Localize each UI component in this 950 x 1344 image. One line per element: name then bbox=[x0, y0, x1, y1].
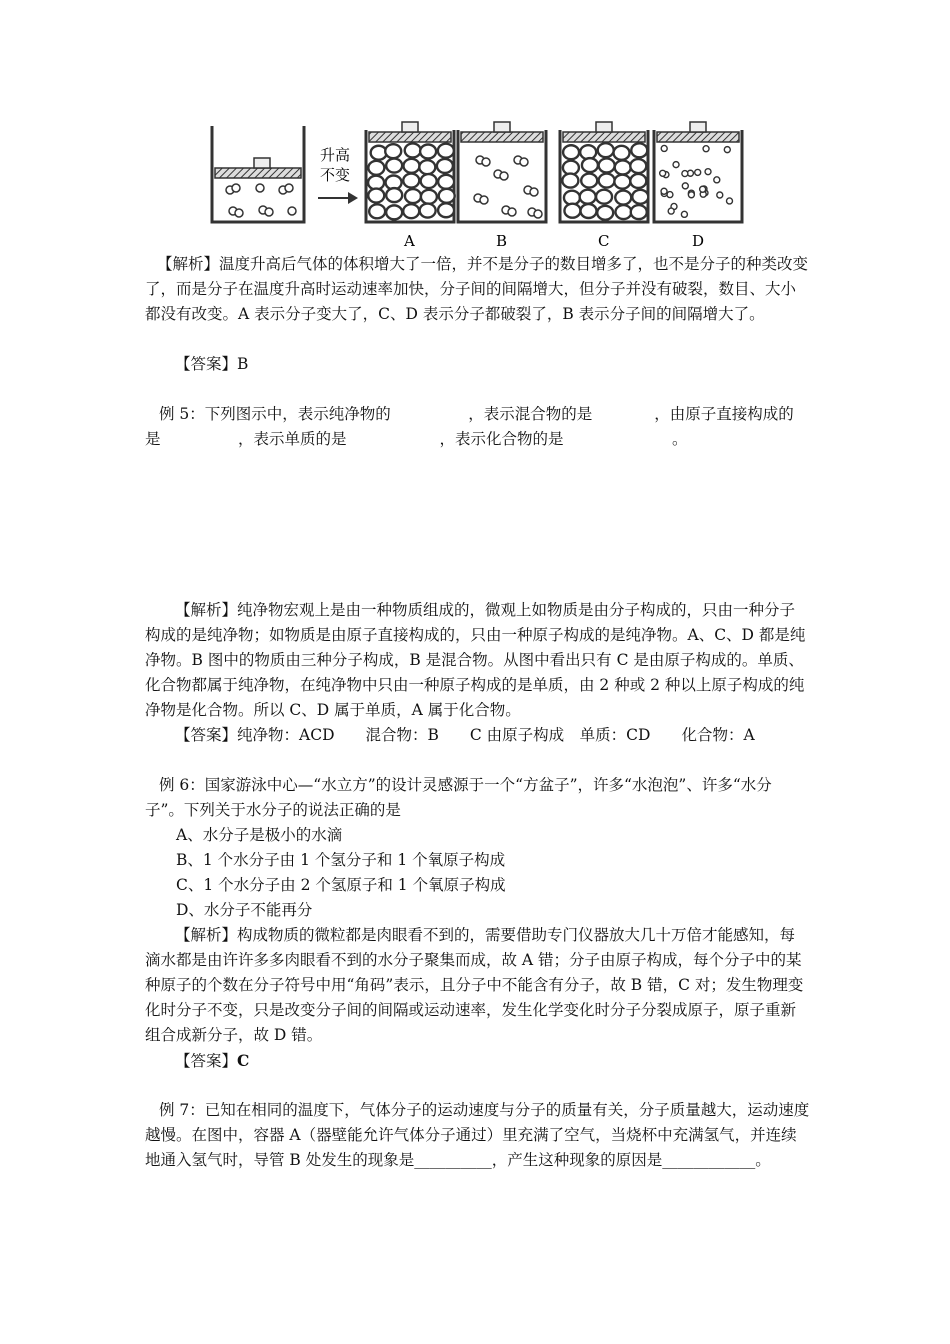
panel-label: B bbox=[496, 232, 508, 250]
analysis-text: 温度升高后气体的体积增大了一倍，并不是分子的数目增多了，也不是分子的种类改变了，而是分子在温度升高时运动速率加快，分子间的间隔增大，但分子并没有破裂，数目、大小都没有改变。A 表示分子变大了，C、D 表示分子都破裂了，B 表示分子间的间隔增大了。 bbox=[145, 255, 809, 323]
ex5-question bbox=[145, 402, 810, 452]
option-a: A、水分子是极小的水滴 bbox=[176, 826, 343, 844]
ex6-question bbox=[145, 773, 810, 823]
ex5-analysis bbox=[145, 598, 810, 723]
panel-d bbox=[654, 122, 742, 250]
arrow-label-bottom: 不变 bbox=[320, 166, 351, 184]
original-container bbox=[212, 126, 304, 222]
question-text: ：已知在相同的温度下，气体分子的运动速度与分子的质量有关，分子质量越大，运动速度越慢。在图中，容器 A（器壁能允许气体分子通过）里充满了空气，当烧杯中充满氢气，并连续地通入氢气时，导管 B 处发生的现象是__________，产生这种现象的原因是____________。 bbox=[145, 1101, 810, 1169]
panel-label: C bbox=[598, 232, 610, 250]
ex6-answer bbox=[175, 1048, 249, 1074]
arrow-label-top: 升高 bbox=[320, 146, 351, 164]
answer-value: B bbox=[237, 355, 249, 373]
answer-value: C bbox=[237, 1051, 250, 1070]
panel-label: A bbox=[404, 232, 415, 250]
ex5-answer bbox=[175, 723, 755, 748]
answer-value: 纯净物：ACD 混合物：B C 由原子构成 单质：CD 化合物：A bbox=[237, 726, 755, 744]
ex6-analysis bbox=[145, 923, 810, 1048]
example-label: 例 6 bbox=[159, 776, 190, 794]
answer-tag: 【答案】 bbox=[175, 726, 238, 744]
option-c: C、1 个水分子由 2 个氢原子和 1 个氧原子构成 bbox=[176, 876, 506, 894]
ex4-answer bbox=[175, 352, 248, 377]
panel-a bbox=[366, 122, 455, 250]
analysis-text: 纯净物宏观上是由一种物质组成的，微观上如物质是由分子构成的，只由一种分子构成的是纯净物；如物质是由原子直接构成的，只由一种原子构成的是纯净物。A、C、D 都是纯净物。B 图中的物质由三种分子构成，B 是混合物。从图中看出只有 C 是由原子构成的。单质、化合物都属于纯净物，在纯净物中只由一种原子构成的是单质，由 2 种或 2 种以上原子构成的纯净物是化合物。所以 C、D 属于单质，A 属于化合物。 bbox=[145, 601, 806, 719]
panel-c bbox=[560, 122, 648, 250]
panels-group bbox=[366, 122, 742, 250]
molecule-containers-figure bbox=[208, 118, 748, 250]
answer-tag: 【答案】 bbox=[175, 1052, 238, 1070]
option-b: B、1 个水分子由 1 个氢分子和 1 个氧原子构成 bbox=[176, 851, 506, 869]
panel-label: D bbox=[692, 232, 705, 250]
question-text: ：国家游泳中心—“水立方”的设计灵感源于一个“方盆子”，许多“水泡泡”、许多“水分子”。下列关于水分子的说法正确的是 bbox=[145, 776, 772, 819]
answer-tag: 【答案】 bbox=[175, 355, 238, 373]
option-d: D、水分子不能再分 bbox=[176, 901, 313, 919]
analysis-text: 构成物质的微粒都是肉眼看不到的，需要借助专门仪器放大几十万倍才能感知，每滴水都是由许许多多肉眼看不到的水分子聚集而成，故 A 错；分子由原子构成，每个分子中的某种原子的个数在分子符号中用“角码”表示，且分子中不能含有分子，故 B 错，C 对；发生物理变化时分子不变，只是改变分子间的间隔或运动速率，发生化学变化时分子分裂成原子，原子重新组合成新分子，故 D 错。 bbox=[145, 926, 804, 1044]
analysis-tag: 【解析】 bbox=[175, 926, 238, 944]
process-arrow bbox=[318, 146, 358, 204]
question-text: ：下列图示中，表示纯净物的 ，表示混合物的是 ，由原子直接构成的是 ，表示单质的是 ，表示化合物的是 。 bbox=[145, 405, 794, 448]
panel-b bbox=[458, 122, 546, 250]
analysis-tag: 【解析】 bbox=[157, 255, 220, 273]
ex7-question bbox=[145, 1098, 810, 1173]
example-label: 例 5 bbox=[159, 405, 190, 423]
ex4-analysis bbox=[145, 252, 810, 327]
analysis-tag: 【解析】 bbox=[175, 601, 238, 619]
example-label: 例 7 bbox=[159, 1101, 190, 1119]
